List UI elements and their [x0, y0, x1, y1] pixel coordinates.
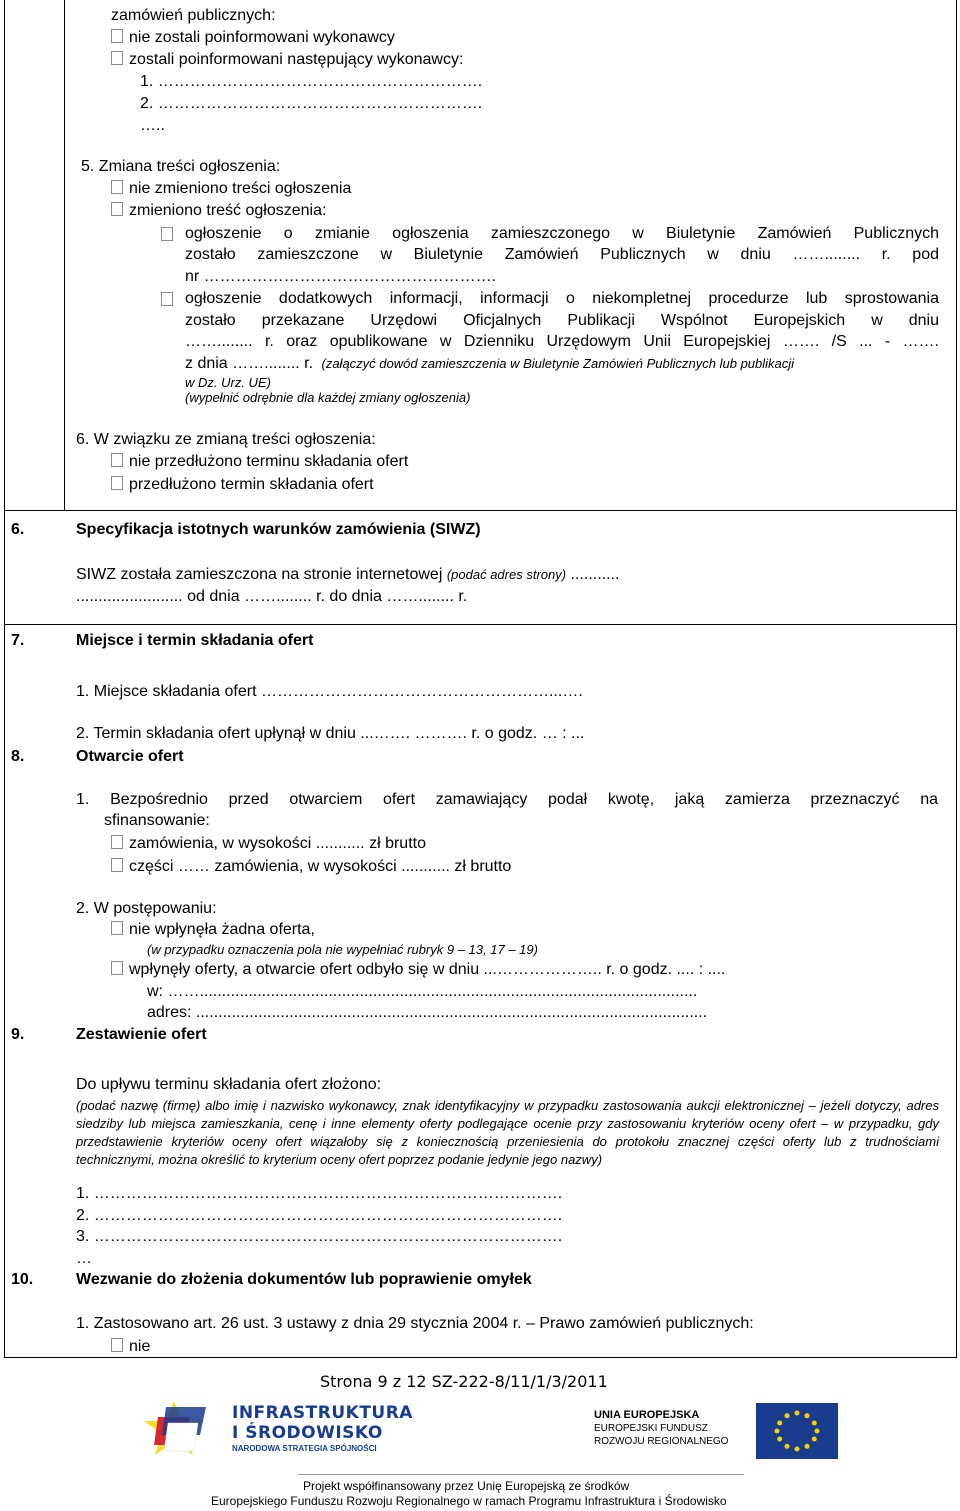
additional-info-line-3: ……........ r. oraz opublikowane w Dzienniku Urzędowym Unii Europejskiej ……. /S ... - …….	[185, 333, 939, 350]
option-label: nie zmieniono treści ogłoszenia	[129, 180, 352, 197]
siwz-note: (podać adres strony)	[446, 567, 567, 582]
table-right-border	[956, 0, 957, 1357]
proceedings-label: 2. W postępowaniu:	[76, 900, 217, 917]
offer-line-2: 2. …………………………………………………………………………….	[76, 1207, 563, 1224]
section-10-title: Wezwanie do złożenia dokumentów lub poprawienie omyłek	[76, 1271, 532, 1288]
checkbox-icon[interactable]	[161, 292, 179, 310]
project-line-2: Europejskiego Funduszu Rozwoju Regionalnego w ramach Programu Infrastruktura i Środowisko	[211, 1494, 727, 1508]
additional-info-line-2: zostało przekazane Urzędowi Oficjalnych Publikacji Wspólnot Europejskich w dniu	[185, 312, 939, 329]
checkbox-icon[interactable]	[111, 180, 123, 194]
instruction-note: (załączyć dowód zamieszczenia w Biuletynie Zamówień Publicznych lub publikacji	[321, 356, 795, 371]
option-label: nie przedłużono terminu składania ofert	[129, 453, 409, 470]
logo-right-line-3: ROZWOJU REGIONALNEGO	[594, 1436, 729, 1447]
section-6-title: Specyfikacja istotnych warunków zamówienia (SIWZ)	[76, 521, 481, 538]
infrastruktura-logo	[144, 1399, 413, 1459]
eu-flag-icon	[756, 1403, 838, 1459]
row-divider-6	[4, 510, 957, 511]
option-label: nie zostali poinformowani wykonawcy	[129, 29, 395, 46]
option-label: nie wpłynęła żadna oferta,	[129, 921, 315, 938]
poland-flag-star-icon	[144, 1399, 216, 1459]
checkbox-icon[interactable]	[161, 227, 179, 245]
checkbox-icon[interactable]	[111, 921, 123, 935]
row-divider-7	[4, 624, 957, 625]
inner-col-left	[64, 0, 65, 510]
logo-left-line-1: INFRASTRUKTURA	[232, 1403, 413, 1423]
checkbox-icon[interactable]	[111, 476, 123, 490]
table-bottom-border	[4, 1357, 957, 1358]
siwz-label: SIWZ została zamieszczona na stronie internetowej	[76, 566, 443, 583]
option-label: nie	[129, 1338, 151, 1355]
contractor-line-1: 1. …………………………………………………….	[140, 73, 483, 90]
checkbox-line-extended[interactable]	[111, 476, 374, 494]
siwz-line-1	[76, 566, 619, 584]
section-10-number: 10.	[11, 1271, 34, 1288]
checkbox-line-no-change[interactable]	[111, 180, 351, 198]
table-left-border	[4, 0, 5, 1357]
additional-info-line-1: ogłoszenie dodatkowych informacji, informacji o niekompletnej procedurze lub sprostowania	[185, 290, 939, 307]
offers-place-line: w: ……................................................................................................................	[147, 983, 698, 1000]
section-9-number: 9.	[11, 1026, 25, 1043]
checkbox-line-part-amount[interactable]	[111, 858, 511, 876]
section-8-title: Otwarcie ofert	[76, 748, 184, 765]
checkbox-icon[interactable]	[111, 202, 123, 216]
art26-line: 1. Zastosowano art. 26 ust. 3 ustawy z dnia 29 stycznia 2004 r. – Prawo zamówień publicznych:	[76, 1315, 754, 1332]
offer-line-3: 3. …………………………………………………………………………….	[76, 1228, 563, 1245]
checkbox-line-changed[interactable]	[111, 202, 326, 220]
checkbox-line-not-informed[interactable]	[111, 29, 395, 47]
option-label: zamówienia, w wysokości ........... zł brutto	[129, 835, 426, 852]
additional-info-line-5: w Dz. Urz. UE)	[185, 375, 271, 390]
checkbox-icon[interactable]	[111, 51, 123, 65]
checkbox-box[interactable]	[161, 292, 173, 306]
question-6: 6. W związku ze zmianą treści ogłoszenia:	[76, 431, 376, 448]
offer-line-1: 1. …………………………………………………………………………….	[76, 1185, 563, 1202]
checkbox-box[interactable]	[161, 227, 173, 241]
offers-address-line: adres: ...................................................................................................................	[147, 1004, 708, 1021]
logo-right-line-1: UNIA EUROPEJSKA	[594, 1409, 700, 1421]
question-5: 5. Zmiana treści ogłoszenia:	[81, 158, 281, 175]
eu-logo	[584, 1401, 839, 1461]
offers-instruction: (podać nazwę (firmę) albo imię i nazwisko wykonawcy, znak identyfikacyjny w przypadku zastosowania aukcji elektronicznej – jeżeli dotyczy, adres siedziby lub miejsca zamieszkania, cenę i inne elementy oferty podlegające ocenie przy zastosowaniu kryteriów oceny ofert – w przypadku, gdy przedstawienie kryteriów oceny ofert wiązałoby się z koniecznością przeniesienia do protokołu znacznej części oferty lub z trudnościami technicznymi, można określić to kryterium oceny ofert poprzez podanie jedynie jego nazwy)	[76, 1098, 939, 1167]
footer-separator	[298, 1474, 744, 1475]
section-9-title: Zestawienie ofert	[76, 1026, 207, 1043]
checkbox-icon[interactable]	[111, 453, 123, 467]
option-label: zostali poinformowani następujący wykonawcy:	[129, 51, 464, 68]
logo-right-line-2: EUROPEJSKI FUNDUSZ	[594, 1423, 708, 1434]
checkbox-line-informed[interactable]	[111, 51, 463, 69]
continuation-text: zamówień publicznych:	[111, 7, 276, 24]
checkbox-line-art26-no[interactable]	[111, 1338, 150, 1356]
siwz-line-2: ........................ od dnia ……........ r. do dnia ……........ r.	[76, 588, 468, 605]
no-offers-note: (w przypadku oznaczenia pola nie wypełniać rubryk 9 – 13, 17 – 19)	[147, 942, 538, 957]
notice-change-line-3: nr ……………………………………………….	[185, 268, 497, 285]
offer-line-more: …	[76, 1250, 92, 1267]
checkbox-icon[interactable]	[111, 858, 123, 872]
checkbox-line-order-amount[interactable]	[111, 835, 426, 853]
checkbox-line-no-offers[interactable]	[111, 921, 315, 939]
checkbox-line-not-extended[interactable]	[111, 453, 408, 471]
checkbox-icon[interactable]	[111, 1338, 123, 1352]
opening-line-1: 1. Bezpośrednio przed otwarciem ofert zamawiający podał kwotę, jaką zamierza przeznaczyć na	[76, 791, 938, 808]
contractor-line-more: …..	[140, 117, 165, 134]
section-6-number: 6.	[11, 521, 25, 538]
notice-change-line-1: ogłoszenie o zmianie ogłoszenia zamieszczonego w Biuletynie Zamówień Publicznych	[185, 225, 939, 242]
checkbox-line-offers-received[interactable]	[111, 961, 725, 979]
checkbox-icon[interactable]	[111, 835, 123, 849]
logo-left-line-2: I ŚRODOWISKO	[232, 1423, 383, 1443]
contractor-line-2: 2. …………………………………………………….	[140, 95, 483, 112]
checkbox-icon[interactable]	[111, 961, 123, 975]
section-7-title: Miejsce i termin składania ofert	[76, 632, 314, 649]
option-label: części …… zamówienia, w wysokości ........... zł brutto	[129, 858, 512, 875]
notice-change-line-2: zostało zamieszczone w Biuletynie Zamówień Publicznych w dniu ……........ r. pod	[185, 246, 939, 263]
option-label: wpłynęły oferty, a otwarcie ofert odbyło się w dniu ...……………….. r. o godz. .... : ....	[129, 961, 726, 978]
option-label: przedłużono termin składania ofert	[129, 476, 374, 493]
opening-line-2: sfinansowanie:	[104, 812, 210, 829]
additional-info-line-6: (wypełnić odrębnie dla każdej zmiany ogłoszenia)	[185, 390, 471, 405]
checkbox-icon[interactable]	[111, 29, 123, 43]
project-line-1: Projekt współfinansowany przez Unię Europejską ze środków	[303, 1479, 630, 1493]
section-7-number: 7.	[11, 632, 25, 649]
offer-deadline: 2. Termin składania ofert upłynął w dniu ...……. ………. r. o godz. … : ...	[76, 725, 585, 742]
siwz-dots: ...........	[570, 566, 620, 583]
offers-submitted-label: Do upływu terminu składania ofert złożono:	[76, 1076, 382, 1093]
logo-left-line-3: NARODOWA STRATEGIA SPÓJNOŚCI	[232, 1444, 377, 1453]
section-8-number: 8.	[11, 748, 25, 765]
offer-place: 1. Miejsce składania ofert ………………………………………………...….	[76, 683, 583, 700]
date-field: z dnia ……........ r.	[185, 355, 314, 372]
additional-info-line-4	[185, 355, 794, 373]
option-label: zmieniono treść ogłoszenia:	[129, 202, 327, 219]
page-footer-number: Strona 9 z 12 SZ-222-8/11/1/3/2011	[320, 1372, 608, 1391]
